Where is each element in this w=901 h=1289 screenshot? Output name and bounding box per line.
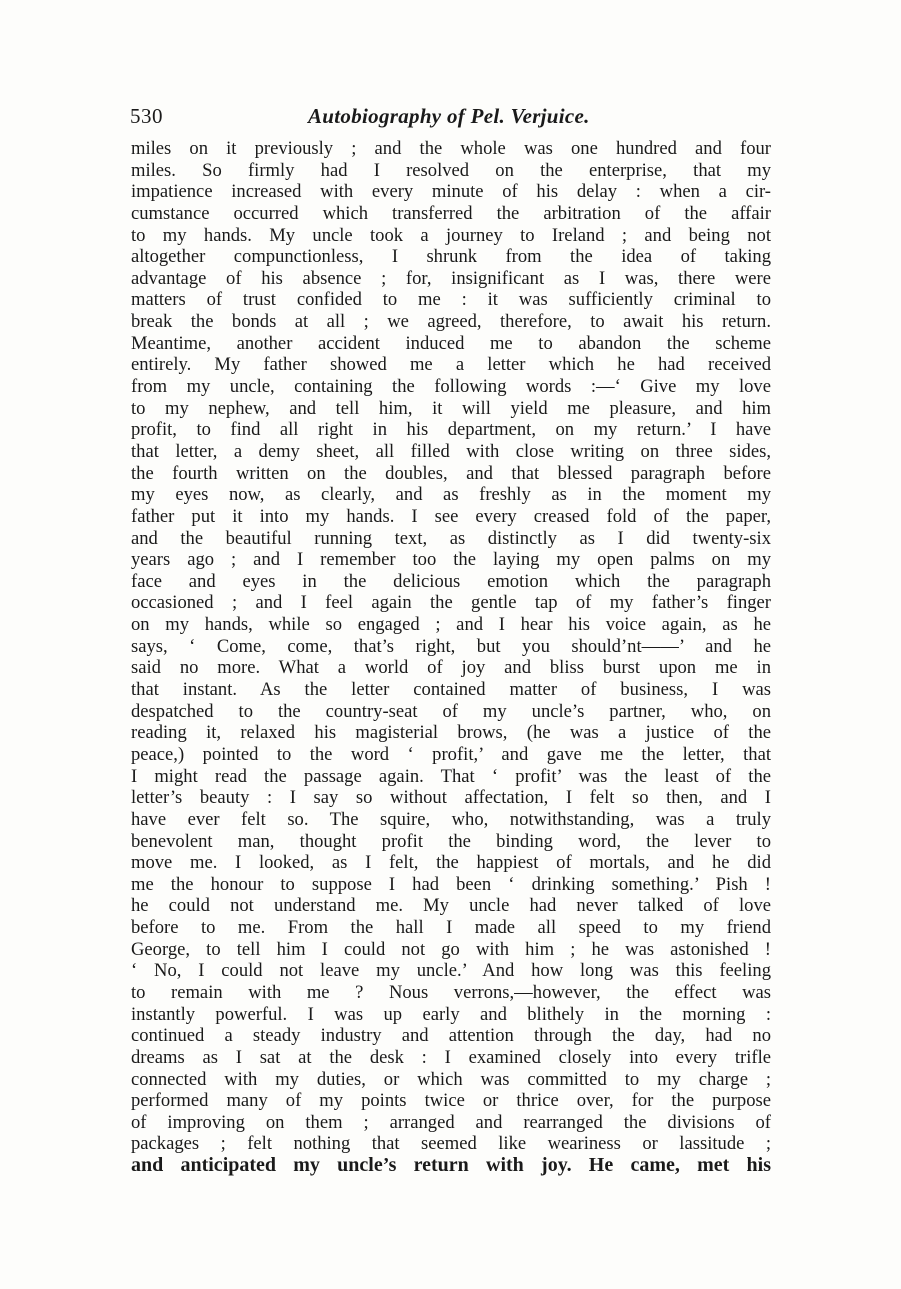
text-line: advantage of his absence ; for, insignificant as I was, there were (131, 267, 771, 289)
text-line: to remain with me ? Nous verrons,—however, the effect was (131, 981, 771, 1003)
text-line: father put it into my hands. I see every creased fold of the paper, (131, 505, 771, 527)
text-line: matters of trust confided to me : it was sufficiently criminal to (131, 289, 771, 311)
text-line: reading it, relaxed his magisterial brows, (he was a justice of the (131, 722, 771, 744)
text-line: entirely. My father showed me a letter which he had received (131, 354, 771, 376)
text-line: letter’s beauty : I say so without affectation, I felt so then, and I (131, 787, 771, 809)
text-line: on my hands, while so engaged ; and I hear his voice again, as he (131, 614, 771, 636)
text-line: of improving on them ; arranged and rearranged the divisions of (131, 1111, 771, 1133)
page-header (130, 104, 770, 134)
text-line: have ever felt so. The squire, who, notwithstanding, was a truly (131, 808, 771, 830)
text-line: miles on it previously ; and the whole was one hundred and four (131, 138, 771, 159)
text-line: benevolent man, thought profit the binding word, the lever to (131, 830, 771, 852)
text-line: despatched to the country-seat of my uncle’s partner, who, on (131, 700, 771, 722)
text-line: move me. I looked, as I felt, the happiest of mortals, and he did (131, 852, 771, 874)
text-line: to my nephew, and tell him, it will yield me pleasure, and him (131, 397, 771, 419)
text-line: connected with my duties, or which was committed to my charge ; (131, 1068, 771, 1090)
text-line: that instant. As the letter contained matter of business, I was (131, 679, 771, 701)
text-line: to my hands. My uncle took a journey to Ireland ; and being not (131, 224, 771, 246)
text-line: impatience increased with every minute of his delay : when a cir- (131, 181, 771, 203)
text-line: says, ‘ Come, come, that’s right, but you should’nt——’ and he (131, 635, 771, 657)
text-line: break the bonds at all ; we agreed, therefore, to await his return. (131, 311, 771, 333)
text-line: Meantime, another accident induced me to abandon the scheme (131, 332, 771, 354)
text-line: ‘ No, I could not leave my uncle.’ And how long was this feeling (131, 960, 771, 982)
running-title: Autobiography of Pel. Verjuice. (308, 104, 590, 128)
text-line: packages ; felt nothing that seemed like weariness or lassitude ; (131, 1133, 771, 1155)
text-line: continued a steady industry and attention through the day, had no (131, 1025, 771, 1047)
text-line: I might read the passage again. That ‘ profit’ was the least of the (131, 765, 771, 787)
body-text (131, 138, 771, 1177)
text-line: occasioned ; and I feel again the gentle tap of my father’s finger (131, 592, 771, 614)
text-line: face and eyes in the delicious emotion which the paragraph (131, 570, 771, 592)
text-line: profit, to find all right in his department, on my return.’ I have (131, 419, 771, 441)
text-line: George, to tell him I could not go with him ; he was astonished ! (131, 938, 771, 960)
text-line: altogether compunctionless, I shrunk from the idea of taking (131, 246, 771, 268)
text-line: he could not understand me. My uncle had never talked of love (131, 895, 771, 917)
text-line: instantly powerful. I was up early and blithely in the morning : (131, 1003, 771, 1025)
text-line: and the beautiful running text, as distinctly as I did twenty-six (131, 527, 771, 549)
text-line: cumstance occurred which transferred the arbitration of the affair (131, 202, 771, 224)
text-line: years ago ; and I remember too the laying my open palms on my (131, 549, 771, 571)
text-line: my eyes now, as clearly, and as freshly as in the moment my (131, 484, 771, 506)
text-line: miles. So firmly had I resolved on the enterprise, that my (131, 159, 771, 181)
text-line: dreams as I sat at the desk : I examined closely into every trifle (131, 1046, 771, 1068)
text-line: said no more. What a world of joy and bliss burst upon me in (131, 657, 771, 679)
page-number: 530 (130, 104, 163, 128)
text-line: before to me. From the hall I made all speed to my friend (131, 917, 771, 939)
text-line: me the honour to suppose I had been ‘ drinking something.’ Pish ! (131, 873, 771, 895)
text-line: that letter, a demy sheet, all filled with close writing on three sides, (131, 440, 771, 462)
text-line: peace,) pointed to the word ‘ profit,’ and gave me the letter, that (131, 743, 771, 765)
text-line: from my uncle, containing the following words :—‘ Give my love (131, 376, 771, 398)
text-line: and anticipated my uncle’s return with joy. He came, met his (131, 1155, 771, 1177)
text-line: performed many of my points twice or thrice over, for the purpose (131, 1090, 771, 1112)
text-line: the fourth written on the doubles, and that blessed paragraph before (131, 462, 771, 484)
